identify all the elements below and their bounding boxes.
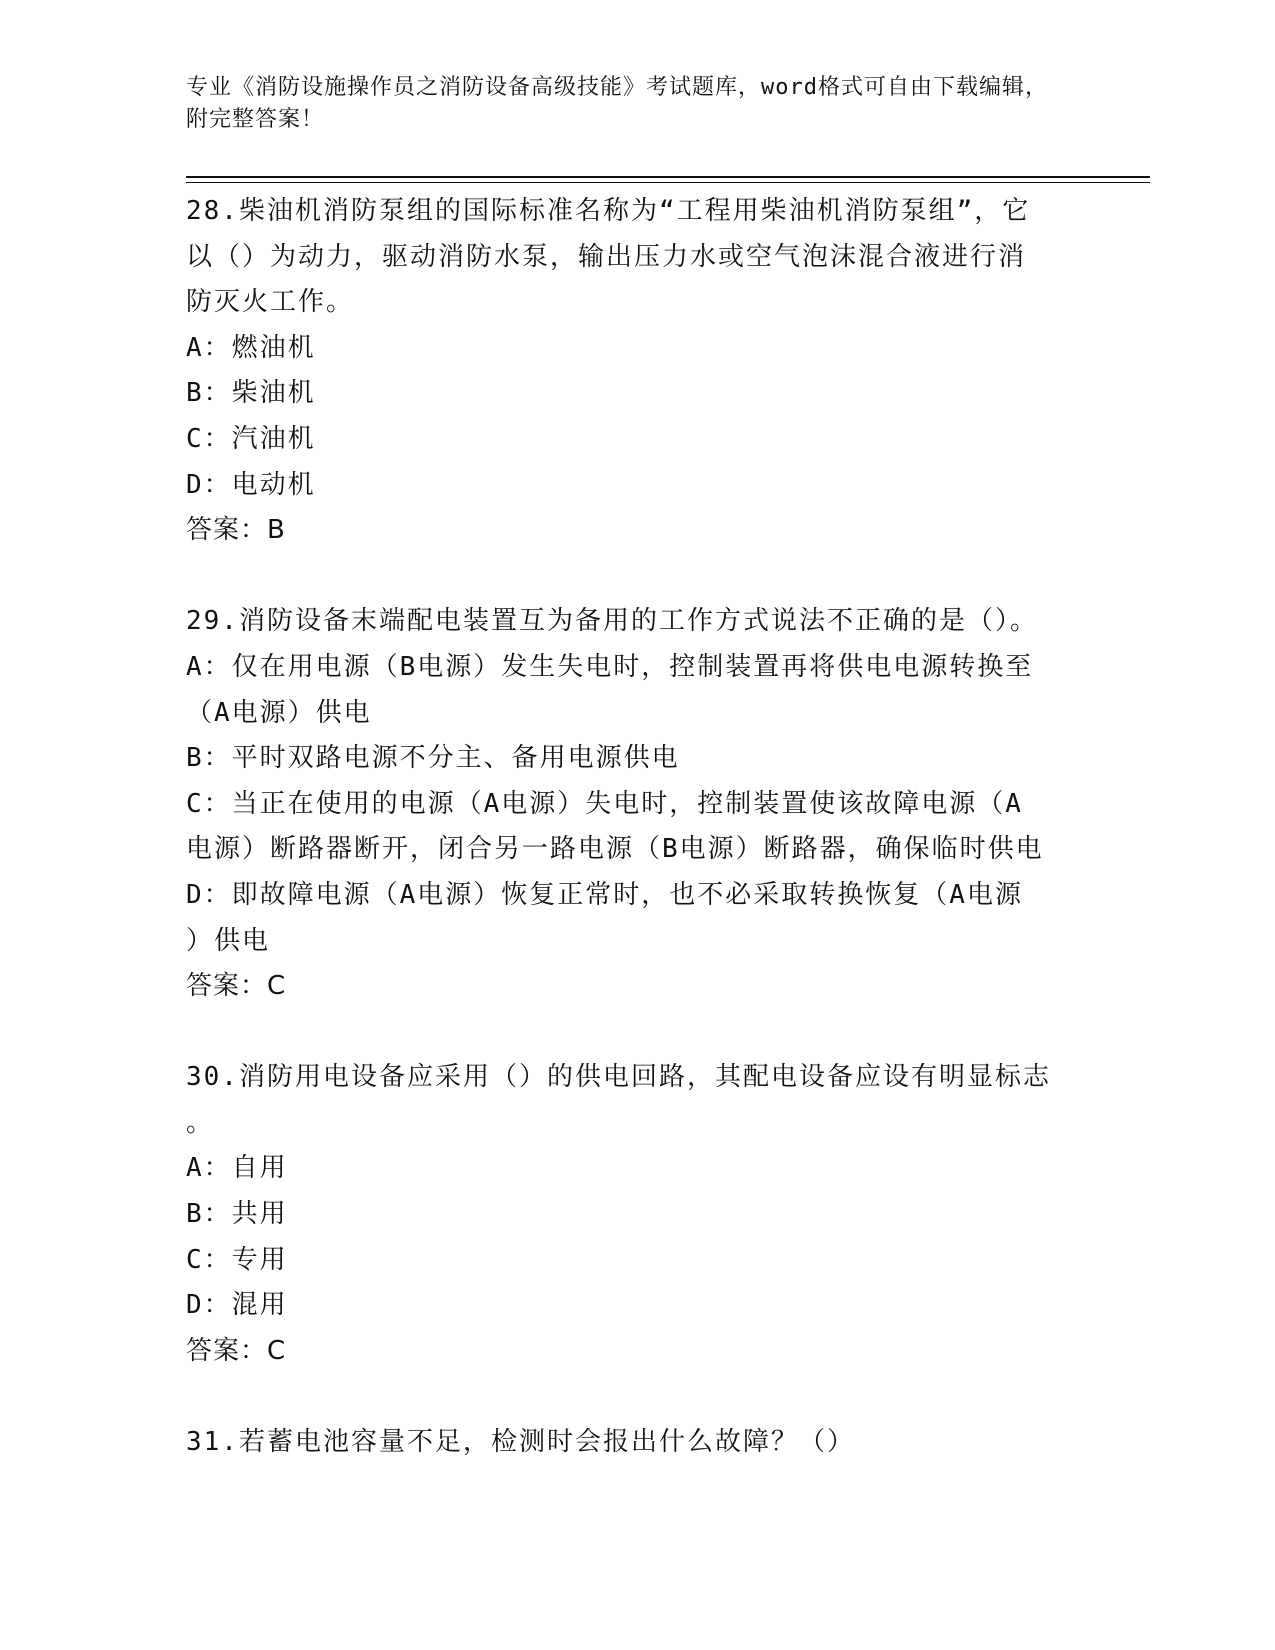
question-28 <box>186 189 1086 554</box>
option-a: A：燃油机 <box>186 332 316 363</box>
option-a-continued: （A电源）供电 <box>186 697 372 728</box>
question-stem-line: 29.消防设备末端配电装置互为备用的工作方式说法不正确的是（）。 <box>186 606 1038 637</box>
option-a: A：自用 <box>186 1153 288 1184</box>
option-d: D：电动机 <box>186 469 316 500</box>
option-c: C：专用 <box>186 1244 288 1275</box>
question-31 <box>186 1420 1086 1466</box>
question-29 <box>186 599 1086 1009</box>
option-c: C：当正在使用的电源（A电源）失电时，控制装置使该故障电源（A <box>186 788 1023 819</box>
option-b: B：共用 <box>186 1199 288 1230</box>
option-a: A：仅在用电源（B电源）发生失电时，控制装置再将供电电源转换至 <box>186 651 1034 682</box>
option-c: C：汽油机 <box>186 423 316 454</box>
question-stem-line: 30.消防用电设备应采用（）的供电回路，其配电设备应设有明显标志 <box>186 1062 1051 1093</box>
option-b: B：平时双路电源不分主、备用电源供电 <box>186 743 680 774</box>
option-d-continued: ）供电 <box>186 925 271 956</box>
question-stem-line: 31.若蓄电池容量不足，检测时会报出什么故障？（） <box>186 1427 855 1458</box>
question-stem-line: 28.柴油机消防泵组的国际标准名称为“工程用柴油机消防泵组”，它 <box>186 196 1031 226</box>
option-d: D：混用 <box>186 1290 288 1321</box>
question-stem-line: 防灭火工作。 <box>186 287 355 318</box>
option-c-continued: 电源）断路器断开，闭合另一路电源（B电源）断路器，确保临时供电 <box>186 834 1044 865</box>
answer-line: 答案：C <box>186 971 287 1002</box>
question-list <box>186 189 1086 1511</box>
question-stem-line: 以（）为动力，驱动消防水泵，输出压力水或空气泡沫混合液进行消 <box>186 241 1027 272</box>
option-d: D：即故障电源（A电源）恢复正常时，也不必采取转换恢复（A电源 <box>186 879 1023 910</box>
document-header <box>186 72 1066 136</box>
header-divider-thick <box>186 176 1150 178</box>
question-30 <box>186 1055 1086 1374</box>
header-intro: 专业《消防设施操作员之消防设备高级技能》考试题库，word格式可自由下载编辑，附完整答案！ <box>186 75 1048 132</box>
option-b: B：柴油机 <box>186 378 316 409</box>
answer-line: 答案：C <box>186 1335 287 1366</box>
header-divider-thin <box>186 182 1150 183</box>
question-stem-line: 。 <box>186 1107 215 1138</box>
answer-line: 答案：B <box>186 515 286 546</box>
